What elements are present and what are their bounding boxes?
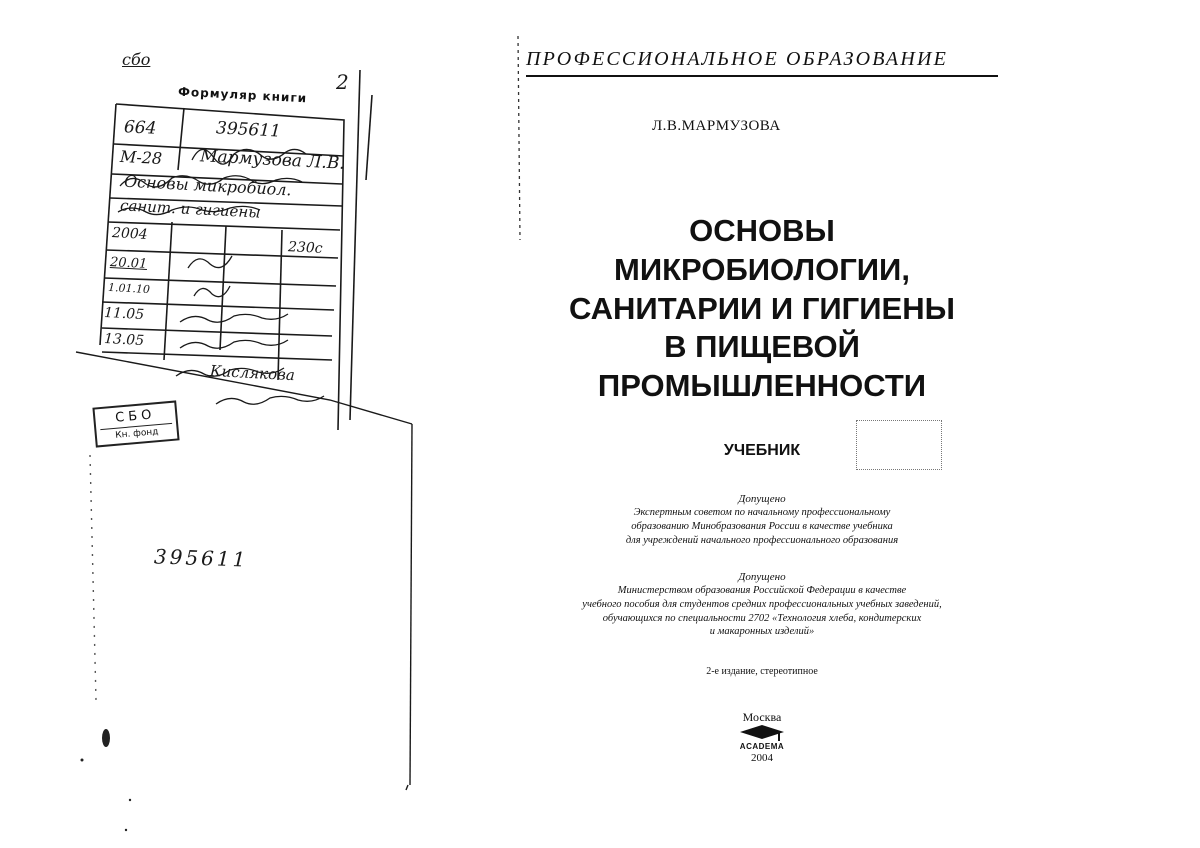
title-line: ПРОМЫШЛЕННОСТИ — [597, 368, 927, 403]
series-title: ПРОФЕССИОНАЛЬНОЕ ОБРАЗОВАНИЕ — [526, 48, 998, 77]
title-line: САНИТАРИИ И ГИГИЕНЫ — [569, 290, 955, 326]
card-title-line1: Основы микробиол. — [123, 171, 293, 200]
approval-line: Министерством образования Российской Федерации в качестве — [617, 585, 907, 597]
author-name: Л.В.МАРМУЗОВА — [652, 118, 781, 134]
approval-line: и макаронных изделий» — [709, 626, 815, 638]
card-pages: 230с — [287, 239, 323, 257]
card-author: Мармузова Л.В. — [199, 146, 346, 174]
publisher-name: ACADEMA — [739, 742, 785, 751]
card-inventory: 395611 — [215, 118, 282, 142]
card-date-2: 1.01.10 — [107, 280, 151, 297]
publication-city: Москва — [742, 710, 782, 724]
title-line: МИКРОБИОЛОГИИ, — [614, 251, 910, 287]
approval-line: для учреждений начального профессионального образования — [625, 534, 899, 546]
approval-line: Экспертным советом по начальному профессиональному — [633, 507, 891, 519]
document-type: УЧЕБНИК — [723, 442, 801, 459]
stamp-line2: Кн. фонд — [100, 423, 173, 442]
edition-note: 2-е издание, стереотипное — [706, 666, 818, 677]
approval-block-2 — [498, 570, 1026, 639]
title-page — [512, 0, 1200, 848]
book-title — [512, 212, 1012, 406]
approval-block-1 — [512, 492, 1012, 547]
approval-heading: Допущено — [738, 571, 786, 583]
inventory-number: 395611 — [153, 544, 249, 572]
approval-line: образованию Минобразования России в качестве учебника — [631, 520, 893, 532]
approval-line: учебного пособия для студентов средних профессиональных учебных заведений, — [582, 598, 942, 610]
card-date-3: 11.05 — [103, 304, 145, 324]
corner-mark: сбо — [122, 50, 151, 69]
library-stamp — [856, 420, 942, 470]
card-title-line2: санит. и гигиены — [119, 196, 261, 222]
card-title: Формуляр книги — [177, 84, 308, 106]
approval-heading: Допущено — [738, 493, 786, 505]
card-date-4: 13.05 — [103, 330, 145, 350]
publication-year: 2004 — [751, 752, 773, 764]
approval-line: обучающихся по специальности 2702 «Технология хлеба, кондитерских — [602, 612, 922, 624]
stamp-line1: СБО — [114, 407, 157, 426]
page-number: 2 — [336, 70, 349, 94]
card-date-1: 20.01 — [109, 255, 148, 272]
left-page — [0, 0, 512, 848]
card-year: 2004 — [111, 225, 149, 243]
sbo-stamp — [92, 400, 179, 447]
card-borrower: Кислякова — [209, 361, 296, 385]
card-author-code: М-28 — [119, 146, 163, 169]
title-line: В ПИЩЕВОЙ — [664, 329, 860, 365]
card-call-number: 664 — [123, 117, 157, 139]
title-line: ОСНОВЫ — [689, 213, 835, 248]
academa-logo-icon — [738, 724, 786, 742]
